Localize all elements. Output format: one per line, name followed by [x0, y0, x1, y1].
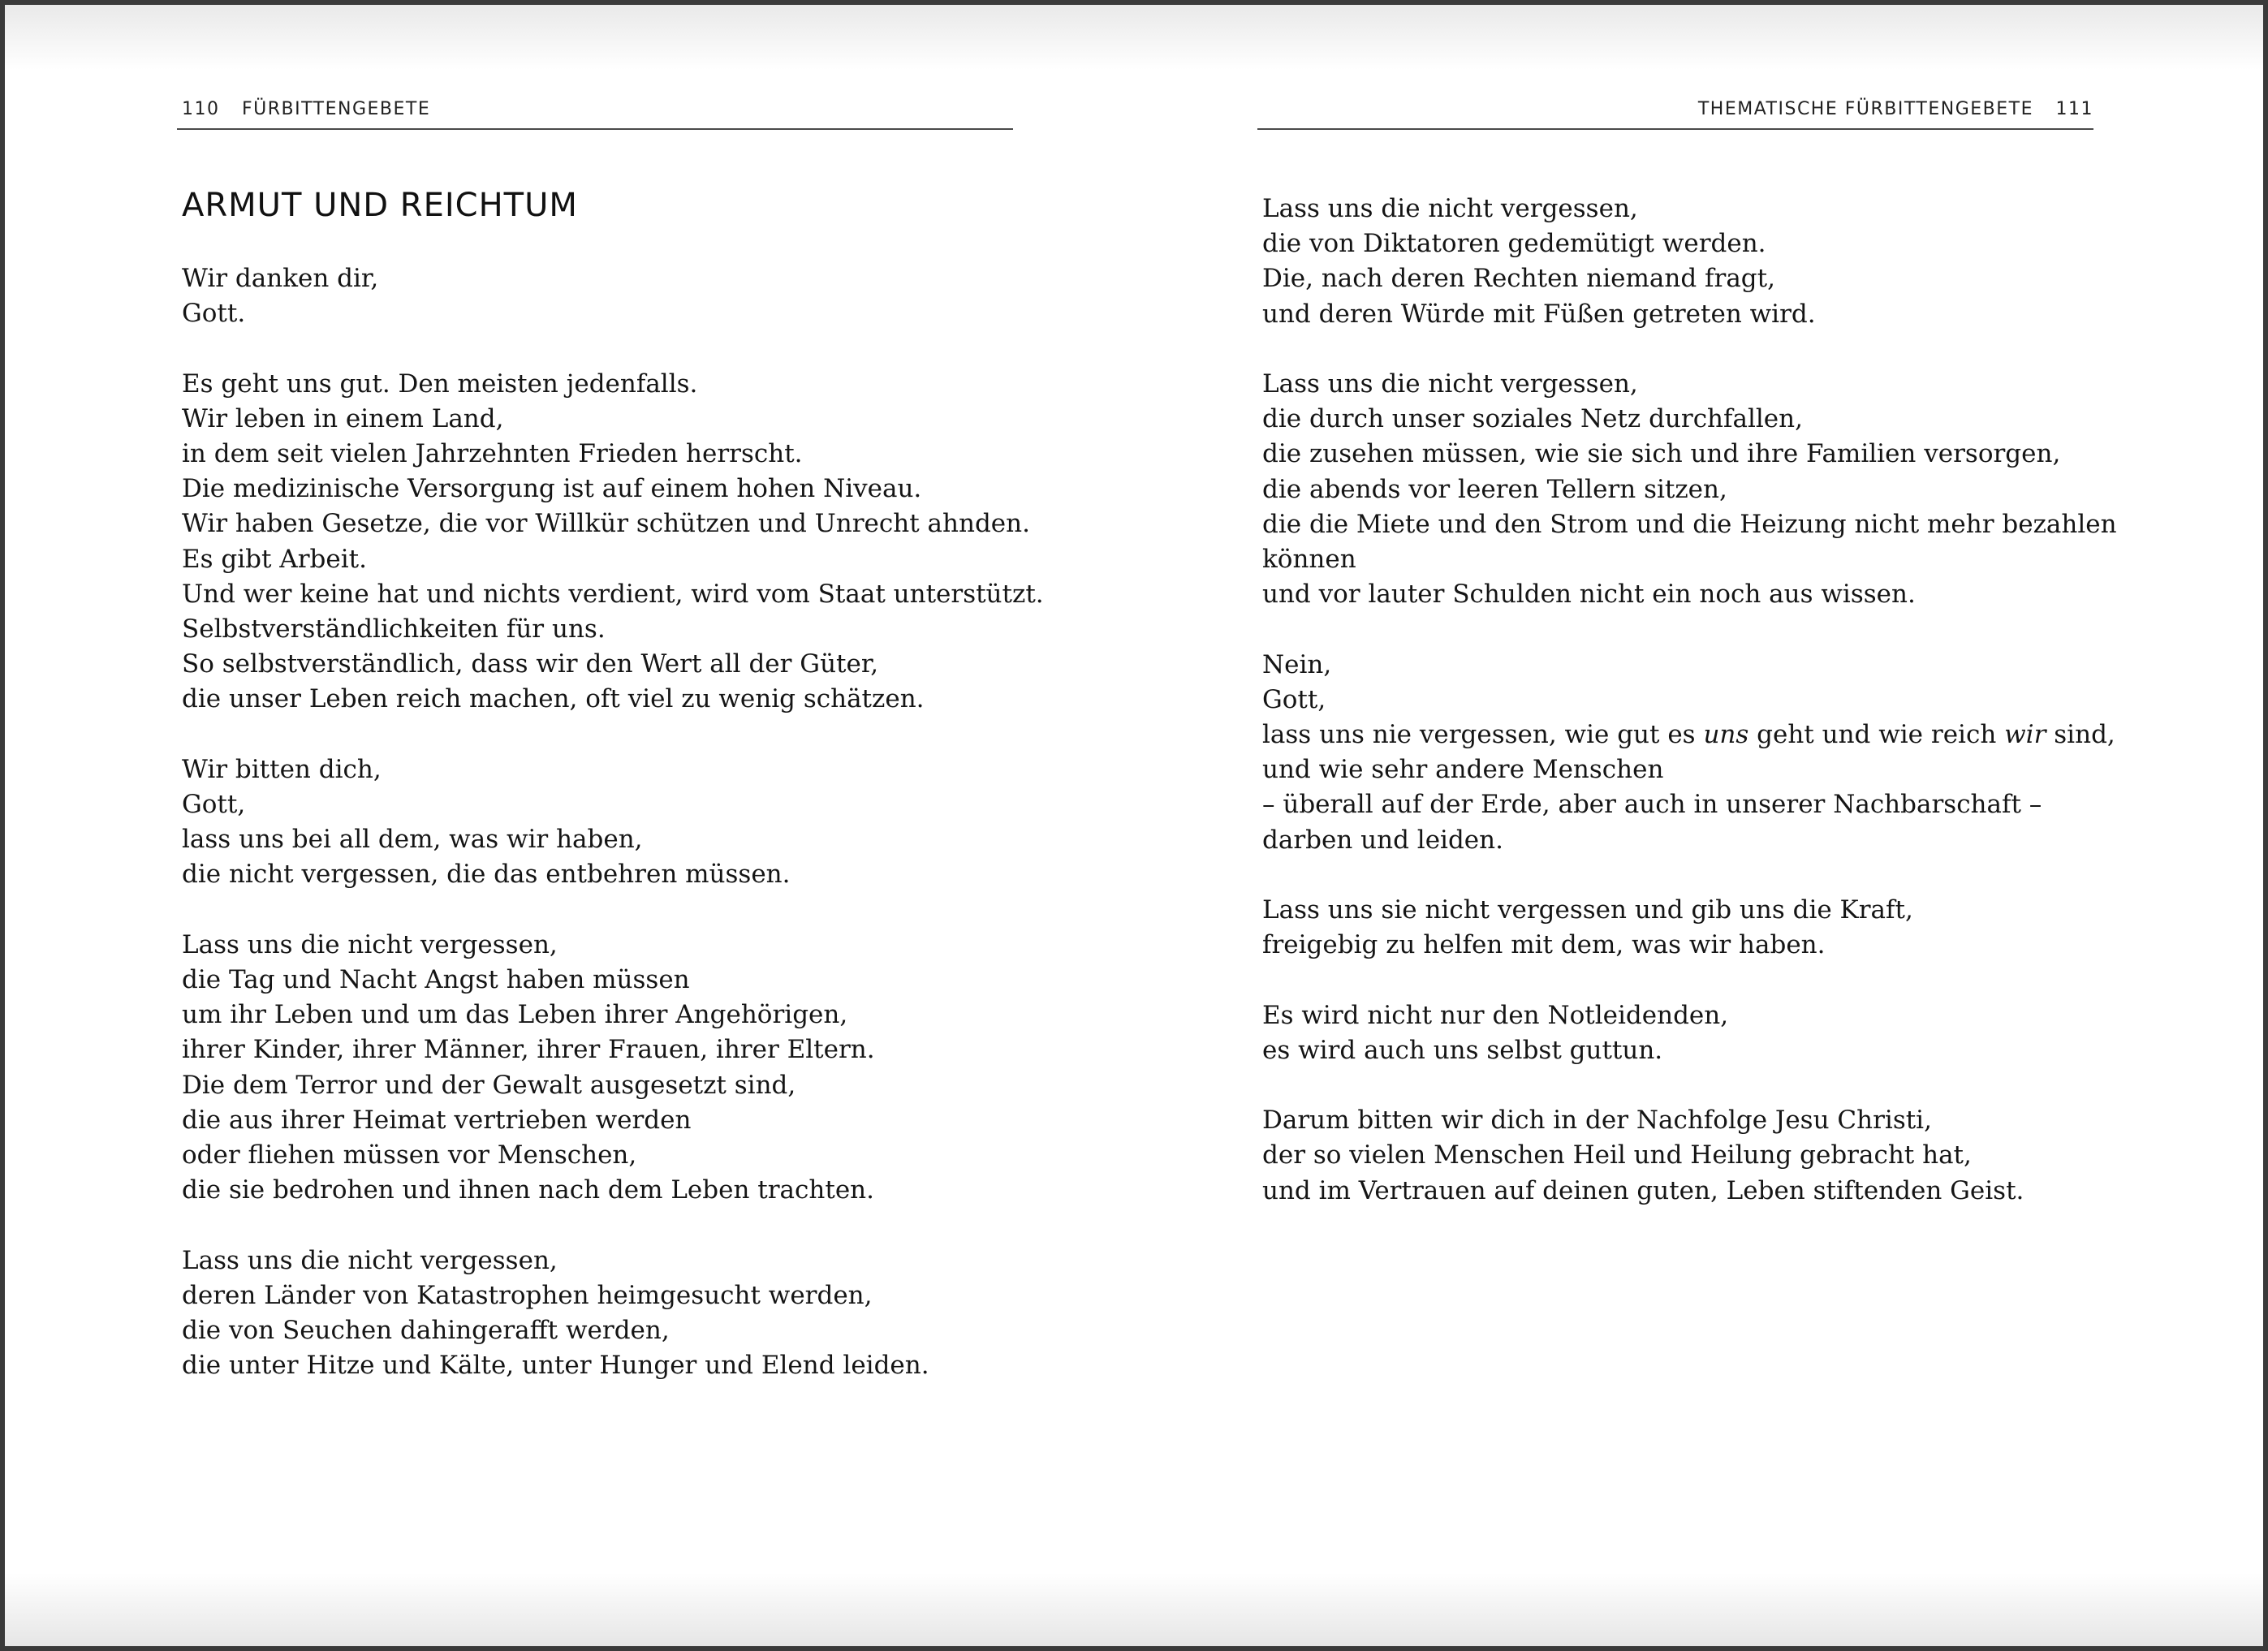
stanza [182, 752, 1013, 893]
text-line: in dem seit vielen Jahrzehnten Frieden herrscht. [182, 439, 803, 468]
text-line: Lass uns die nicht vergessen, [182, 1245, 558, 1275]
text-line: und vor lauter Schulden nicht ein noch aus wissen. [1262, 580, 1916, 610]
text-line: Es wird nicht nur den Notleidenden, [1262, 1000, 1729, 1030]
text-line: Wir haben Gesetze, die vor Willkür schützen und Unrecht ahnden. [182, 509, 1030, 539]
left-page-number: 110 [182, 99, 220, 119]
text-line: es wird auch uns selbst guttun. [1262, 1035, 1663, 1065]
left-header-title: FÜRBITTENGEBETE [242, 99, 431, 119]
stanza [1262, 893, 2093, 963]
stanza [1262, 648, 2115, 858]
text-line: und deren Würde mit Füßen getreten wird. [1262, 299, 1816, 329]
page-shadow-bottom [5, 1573, 2263, 1646]
stanza [1262, 367, 2117, 612]
text-line: Die medizinische Versorgung ist auf einem hohen Niveau. [182, 474, 922, 504]
page-shadow-top [5, 5, 2263, 70]
text-line: die die Miete und den Strom und die Heizung nicht mehr bezahlen [1262, 509, 2117, 539]
text-line: Es geht uns gut. Den meisten jedenfalls. [182, 369, 698, 399]
text-line: lass uns nie vergessen, wie gut es uns geht und wie reich wir sind, [1262, 720, 2115, 750]
stanza [1262, 1103, 2093, 1209]
left-running-head [177, 96, 1013, 130]
text-line: Lass uns die nicht vergessen, [1262, 194, 1638, 223]
text-line: So selbstverständlich, dass wir den Wert all der Güter, [182, 649, 879, 679]
text-line: die abends vor leeren Tellern sitzen, [1262, 474, 1727, 504]
text-line: um ihr Leben und um das Leben ihrer Angehörigen, [182, 1000, 848, 1030]
book-spread [5, 5, 2263, 1646]
text-line: Lass uns die nicht vergessen, [1262, 369, 1638, 399]
right-header-title: THEMATISCHE FÜRBITTENGEBETE [1697, 99, 2033, 119]
text-line: und wie sehr andere Menschen [1262, 755, 1664, 785]
text-line: Es gibt Arbeit. [182, 544, 367, 574]
text-line: deren Länder von Katastrophen heimgesucht werden, [182, 1280, 873, 1310]
text-line: Lass uns die nicht vergessen, [182, 929, 558, 959]
text-line: Die dem Terror und der Gewalt ausgesetzt sind, [182, 1070, 796, 1100]
text-line: Die, nach deren Rechten niemand fragt, [1262, 264, 1775, 294]
text-line: – überall auf der Erde, aber auch in unserer Nachbarschaft – [1262, 790, 2042, 820]
stanza [1262, 192, 2093, 332]
emphasis: wir [2004, 720, 2046, 750]
emphasis: uns [1703, 720, 1749, 750]
stanza [1262, 998, 2093, 1068]
text-line: freigebig zu helfen mit dem, was wir haben. [1262, 930, 1826, 960]
text-line: die zusehen müssen, wie sie sich und ihre Familien versorgen, [1262, 439, 2061, 469]
text-line: der so vielen Menschen Heil und Heilung gebracht hat, [1262, 1140, 1972, 1170]
text-line: die Tag und Nacht Angst haben müssen [182, 965, 690, 995]
text-line: Gott. [182, 299, 246, 329]
text-line: die nicht vergessen, die das entbehren müssen. [182, 860, 791, 890]
text-line: oder fliehen müssen vor Menschen, [182, 1140, 637, 1170]
right-page-text [1262, 192, 2117, 1244]
text-line: die durch unser soziales Netz durchfallen, [1262, 404, 1803, 434]
text-line: die unser Leben reich machen, oft viel zu wenig schätzen. [182, 684, 925, 714]
stanza [182, 928, 1013, 1209]
text-line: Lass uns sie nicht vergessen und gib uns die Kraft, [1262, 895, 1913, 925]
text-line: Selbstverständlichkeiten für uns. [182, 614, 606, 644]
text-line: lass uns bei all dem, was wir haben, [182, 825, 643, 855]
text-line: Wir bitten dich, [182, 754, 382, 784]
text-line: Wir leben in einem Land, [182, 403, 504, 433]
text-line: Gott, [1262, 684, 1326, 714]
section-title: ARMUT UND REICHTUM [182, 187, 578, 224]
text-line: Wir danken dir, [182, 264, 379, 293]
text-line: Nein, [1262, 649, 1332, 679]
text-line: die unter Hitze und Kälte, unter Hunger und Elend leiden. [182, 1351, 929, 1381]
text-line: Und wer keine hat und nichts verdient, wird vom Staat unterstützt. [182, 579, 1044, 609]
text-line: ihrer Kinder, ihrer Männer, ihrer Frauen, ihrer Eltern. [182, 1035, 875, 1065]
left-page-text [182, 261, 1044, 1419]
stanza [182, 261, 1013, 331]
right-running-head [1257, 96, 2093, 130]
text-line: die von Seuchen dahingerafft werden, [182, 1316, 670, 1346]
text-line: können [1262, 545, 1356, 575]
text-line: Darum bitten wir dich in der Nachfolge Jesu Christi, [1262, 1106, 1932, 1136]
text-line: die aus ihrer Heimat vertrieben werden [182, 1105, 692, 1135]
text-line: Gott, [182, 790, 246, 820]
stanza [182, 1244, 1013, 1384]
text-line: die sie bedrohen und ihnen nach dem Leben trachten. [182, 1175, 874, 1205]
stanza [182, 367, 1044, 718]
text-line: darben und leiden. [1262, 825, 1503, 855]
text-line: die von Diktatoren gedemütigt werden. [1262, 229, 1766, 259]
right-page-number: 111 [2055, 99, 2093, 119]
text-line: und im Vertrauen auf deinen guten, Leben stiftenden Geist. [1262, 1175, 2024, 1205]
